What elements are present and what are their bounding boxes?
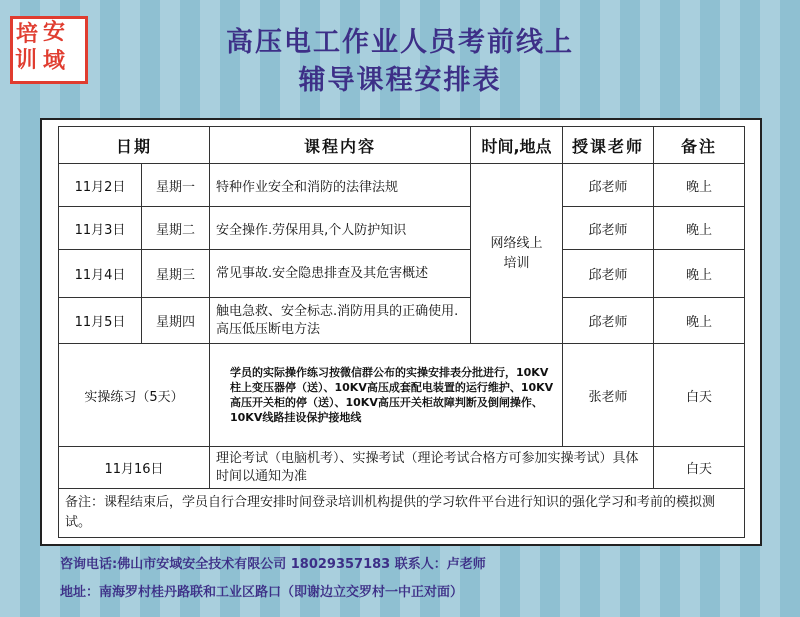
- address-info: 地址：南海罗村桂丹路联和工业区路口（即谢边立交罗村一中正对面）: [60, 585, 464, 600]
- table-row-date: 11月3日: [58, 206, 142, 250]
- table-row-weekday: 星期三: [141, 249, 210, 298]
- header-content: 课程内容: [209, 126, 471, 164]
- page-title-line1: 高压电工作业人员考前线上: [226, 27, 574, 58]
- table-row-content: 触电急救、安全标志.消防用具的正确使用.高压低压断电方法: [209, 297, 471, 344]
- practice-content: 学员的实际操作练习按微信群公布的实操安排表分批进行，10KV柱上变压器停（送）、10KV高压成套配电装置的运行维护、10KV高压开关柜的停（送）、10KV高压开关柜故障判断及倒闸操作、10KV线路挂设保护接地线: [209, 343, 563, 447]
- exam-remark: 白天: [653, 446, 745, 489]
- table-row-teacher: 邱老师: [562, 206, 654, 250]
- table-row-weekday: 星期一: [141, 163, 210, 207]
- logo-char-2: 安: [43, 20, 66, 45]
- practice-teacher: 张老师: [562, 343, 654, 447]
- header-remark: 备注: [653, 126, 745, 164]
- page-title-line2: 辅导课程安排表: [298, 65, 502, 96]
- contact-info: 咨询电话:佛山市安域安全技术有限公司 18029357183 联系人：卢老师: [60, 557, 486, 572]
- table-row-weekday: 星期二: [141, 206, 210, 250]
- table-row-content: 特种作业安全和消防的法律法规: [209, 163, 471, 207]
- table-row-content: 常见事故.安全隐患排查及其危害概述: [209, 249, 471, 298]
- table-row-teacher: 邱老师: [562, 297, 654, 344]
- table-row-teacher: 邱老师: [562, 163, 654, 207]
- practice-remark: 白天: [653, 343, 745, 447]
- table-row-remark: 晚上: [653, 163, 745, 207]
- logo-char-3: 训: [15, 48, 38, 73]
- table-row-date: 11月2日: [58, 163, 142, 207]
- table-row-weekday: 星期四: [141, 297, 210, 344]
- schedule-panel: [40, 118, 762, 546]
- table-row-date: 11月5日: [58, 297, 142, 344]
- logo-char-1: 培: [16, 22, 39, 47]
- table-row-date: 11月4日: [58, 249, 142, 298]
- table-row-remark: 晚上: [653, 249, 745, 298]
- logo-char-4: 域: [43, 49, 66, 74]
- table-row-remark: 晚上: [653, 206, 745, 250]
- header-date: 日期: [58, 126, 210, 164]
- location-cell: 网络线上 培训: [470, 163, 563, 344]
- exam-content: 理论考试（电脑机考）、实操考试（理论考试合格方可参加实操考试）具体时间以通知为准: [209, 446, 654, 489]
- table-row-remark: 晚上: [653, 297, 745, 344]
- header-teacher: 授课老师: [562, 126, 654, 164]
- note: 备注：课程结束后，学员自行合理安排时间登录培训机构提供的学习软件平台进行知识的强化学习和考前的模拟测试。: [58, 488, 745, 538]
- table-row-content: 安全操作.劳保用具,个人防护知识: [209, 206, 471, 250]
- table-row-teacher: 邱老师: [562, 249, 654, 298]
- practice-label: 实操练习（5天）: [58, 343, 210, 447]
- exam-date: 11月16日: [58, 446, 210, 489]
- header-time-place: 时间,地点: [470, 126, 563, 164]
